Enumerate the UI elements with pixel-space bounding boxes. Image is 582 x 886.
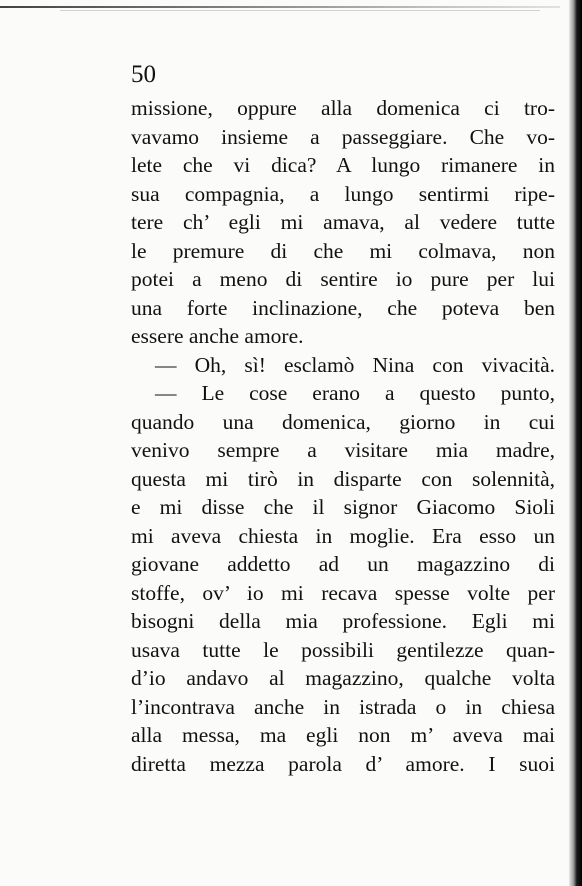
text-line: stoffe, ov’ io mi recava spesse volte per [131,580,555,605]
text-line: — Oh, sì! esclamò Nina con vivacità. [155,352,555,377]
text-line: lete che vi dica? A lungo rimanere in [131,153,555,177]
top-edge-shadow [60,10,540,11]
text-line: essere anche amore. [131,324,304,348]
body-text [131,94,555,778]
text-line: venivo sempre a visitare mia madre, [131,438,555,462]
text-line: sua compagnia, a lungo sentirmi ripe- [131,181,555,206]
top-edge-rule [0,6,560,8]
text-line: d’io andavo al magazzino, qualche volta [131,666,555,690]
text-line: mi aveva chiesta in moglie. Era esso un [131,523,555,548]
text-line: — Le cose erano a questo punto, [155,381,555,405]
text-line: giovane addetto ad un magazzino di [131,552,555,576]
text-line: potei a meno di sentire io pure per lui [131,267,555,291]
text-line: e mi disse che il signor Giacomo Sioli [131,495,555,519]
text-line: questa mi tirò in disparte con solennità, [131,466,555,491]
text-line: usava tutte le possibili gentilezze quan- [131,637,555,662]
text-line: vavamo insieme a passeggiare. Che vo- [131,124,555,149]
text-line: quando una domenica, giorno in cui [131,409,555,434]
text-line: tere ch’ egli mi amava, al vedere tutte [131,210,555,234]
text-line: diretta mezza parola d’ amore. I suoi [131,751,555,776]
text-line: missione, oppure alla domenica ci tro- [131,96,555,120]
page-binding-edge [569,0,582,886]
text-line: l’incontrava anche in istrada o in chiesa [131,694,555,719]
text-line: bisogni della mia professione. Egli mi [131,609,555,633]
text-line: alla messa, ma egli non m’ aveva mai [131,723,555,747]
text-line: una forte inclinazione, che poteva ben [131,295,555,320]
page-number: 50 [131,61,156,88]
text-line: le premure di che mi colmava, non [131,238,555,263]
